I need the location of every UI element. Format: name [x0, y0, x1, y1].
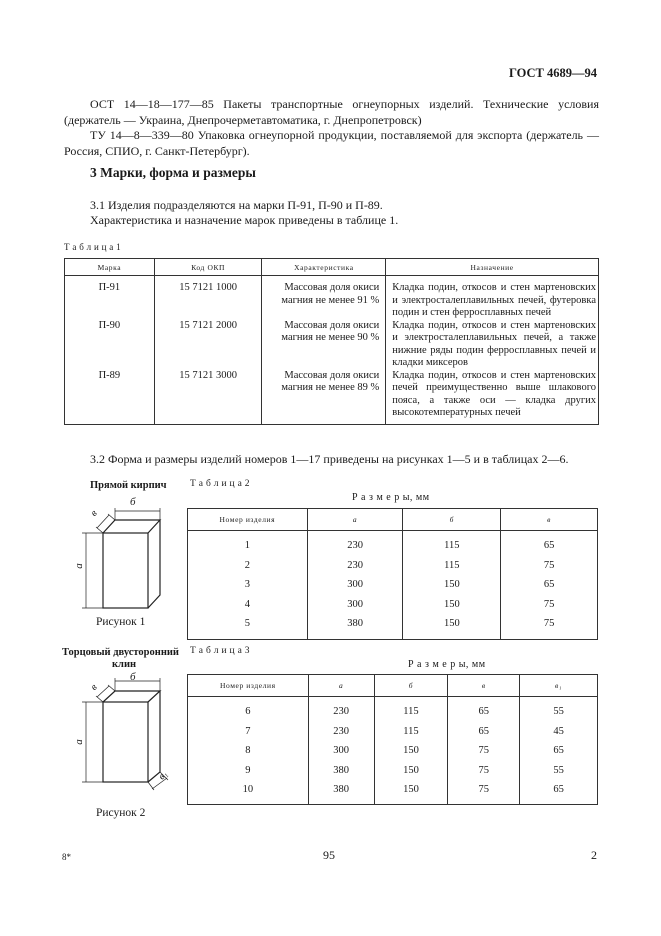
table3-cell: 65: [448, 697, 520, 722]
table2-cell: 5: [244, 618, 250, 630]
table2-cell: 230: [307, 556, 403, 576]
sheet-number: 2: [591, 848, 597, 862]
table-row: [188, 556, 598, 576]
table2-cell: 75: [501, 556, 598, 576]
table1-caption: Т а б л и ц а 1: [64, 242, 121, 252]
table3-cell: 45: [520, 722, 598, 742]
table1-cell-code: 15 7121 2000: [154, 320, 262, 370]
section-title: 3 Марки, форма и размеры: [90, 165, 256, 180]
table2-cell: 75: [501, 595, 598, 615]
table1: [64, 258, 599, 425]
figure2-label-a: а: [72, 739, 85, 745]
table2-header-v: в: [501, 509, 598, 531]
table3-cell: 380: [308, 780, 374, 804]
table3-header-b: б: [374, 675, 448, 697]
figure1-brick-drawing: [70, 492, 180, 617]
table3-header-number: Номер изделия: [188, 675, 309, 697]
table2-header-number: Номер изделия: [188, 509, 308, 531]
table3-cell: 6: [245, 706, 251, 718]
page-number: 95: [323, 848, 335, 862]
para-3-1-line2: Характеристика и назначение марок приведены в таблице 1.: [90, 213, 399, 227]
table3-header-a: а: [308, 675, 374, 697]
table-row: [188, 614, 598, 639]
table1-cell-code: 15 7121 1000: [154, 276, 262, 320]
table3-cell: 55: [520, 761, 598, 781]
table3-cell: 115: [374, 722, 448, 742]
figure2-title-line1: Торцовый двусторонний: [62, 647, 179, 658]
table1-cell-code: 15 7121 3000: [154, 370, 262, 425]
figure1-caption: Рисунок 1: [96, 616, 146, 628]
table3-cell: 300: [308, 741, 374, 761]
table3-header-v1: в₁: [520, 675, 598, 697]
table3: [187, 674, 598, 805]
table1-header-mark: Марка: [65, 259, 155, 276]
table3-cell: 75: [448, 741, 520, 761]
table2-cell: 75: [501, 614, 598, 639]
figure1-label-b: б: [130, 496, 136, 508]
table3-cell: 75: [448, 780, 520, 804]
table3-cell: 65: [520, 741, 598, 761]
table-row: [188, 780, 598, 804]
table2-cell: 65: [501, 531, 598, 556]
table2-cell: 150: [403, 614, 501, 639]
figure1-label-a: а: [72, 563, 85, 569]
para-3-2: 3.2 Форма и размеры изделий номеров 1—17 приведены на рисунках 1—5 и в таблицах 2—6.: [90, 452, 569, 466]
table3-cell: 55: [520, 697, 598, 722]
table3-cell: 65: [448, 722, 520, 742]
table2-cell: 300: [307, 575, 403, 595]
table3-cell: 7: [245, 725, 251, 737]
reference-tu: ТУ 14—8—339—80 Упаковка огнеупорной продукции, поставляемой для экспорта (держатель — Россия, СПИО, г. Санкт-Петербург).: [64, 128, 599, 158]
table-row: [188, 722, 598, 742]
table3-cell: 230: [308, 722, 374, 742]
table-row: [188, 531, 598, 556]
table1-cell-char: Массовая доля окиси магния не менее 90 %: [262, 320, 386, 370]
table3-group-header: Р а з м е р ы, мм: [408, 659, 486, 670]
table3-cell: 65: [520, 780, 598, 804]
table2-cell: 65: [501, 575, 598, 595]
table3-cell: 8: [245, 745, 251, 757]
table2-cell: 2: [244, 559, 250, 571]
table-row: [65, 370, 599, 425]
figure2-label-b: б: [130, 671, 136, 683]
para-3-1-line1: 3.1 Изделия подразделяются на марки П-91, П-90 и П-89.: [90, 198, 383, 212]
table-row: [65, 276, 599, 320]
table3-cell: 150: [374, 780, 448, 804]
table-row: [188, 761, 598, 781]
table1-cell-mark: П-90: [98, 319, 121, 331]
table2-header-a: а: [307, 509, 403, 531]
table2-header-b: б: [403, 509, 501, 531]
footer-left-mark: 8*: [62, 852, 71, 862]
table2-cell: 4: [244, 598, 250, 610]
table2-cell: 300: [307, 595, 403, 615]
table3-cell: 115: [374, 697, 448, 722]
table1-cell-char: Массовая доля окиси магния не менее 91 %: [262, 276, 386, 320]
table3-cell: 75: [448, 761, 520, 781]
table3-caption: Т а б л и ц а 3: [190, 646, 250, 656]
table3-cell: 10: [242, 784, 254, 796]
table1-cell-mark: П-91: [98, 282, 121, 293]
table1-cell-use: Кладка подин, откосов и стен мартеновских печей преимущественно выше шлакового пояса, а также оси — кладка других высокотемпературных печей: [386, 370, 599, 425]
figure1-label-v: в: [88, 508, 100, 519]
table3-cell: 380: [308, 761, 374, 781]
table-row: [188, 575, 598, 595]
table3-cell: 150: [374, 761, 448, 781]
table2-cell: 115: [403, 531, 501, 556]
table1-header-use: Назначение: [386, 259, 599, 276]
table2-cell: 3: [244, 579, 250, 591]
table2-cell: 150: [403, 595, 501, 615]
reference-ost: ОСТ 14—18—177—85 Пакеты транспортные огнеупорных изделий. Технические условия (держатель — Украина, Днепрочерметавтоматика, г. Днепропетровск): [64, 97, 599, 127]
table1-cell-use: Кладка подин, откосов и стен мартеновских и электросталеплавильных печей, а также нижние ряды подин ферросплавных печей и кладки миксеров: [386, 320, 599, 370]
table3-cell: 9: [245, 764, 251, 776]
figure2-wedge-drawing: [70, 664, 185, 804]
table2: [187, 508, 598, 640]
figure2-title-line2: клин: [112, 659, 137, 670]
table2-cell: 150: [403, 575, 501, 595]
table3-cell: 230: [308, 697, 374, 722]
document-code: ГОСТ 4689—94: [508, 66, 597, 80]
table-row: [188, 741, 598, 761]
table1-cell-char: Массовая доля окиси магния не менее 89 %: [262, 370, 386, 425]
table1-header-code: Код ОКП: [154, 259, 262, 276]
figure2-caption: Рисунок 2: [96, 807, 146, 819]
table1-header-char: Характеристика: [262, 259, 386, 276]
table2-cell: 230: [307, 531, 403, 556]
table-row: [188, 697, 598, 722]
figure1-title: Прямой кирпич: [90, 480, 167, 491]
table2-cell: 115: [403, 556, 501, 576]
table-row: [65, 320, 599, 370]
table-row: [188, 595, 598, 615]
table2-caption: Т а б л и ц а 2: [190, 479, 250, 489]
figure2-label-v1: в₁: [156, 768, 170, 783]
table3-header-v: в: [448, 675, 520, 697]
table2-cell: 380: [307, 614, 403, 639]
table3-cell: 150: [374, 741, 448, 761]
table2-group-header: Р а з м е р ы, мм: [352, 492, 430, 503]
table2-cell: 1: [244, 540, 250, 552]
table1-cell-use: Кладка подин, откосов и стен мартеновских и электросталеплавильных печей, футеровка подин и стен ферросплавных печей: [386, 276, 599, 320]
table1-cell-mark: П-89: [98, 369, 121, 381]
figure2-label-v: в: [88, 682, 100, 693]
